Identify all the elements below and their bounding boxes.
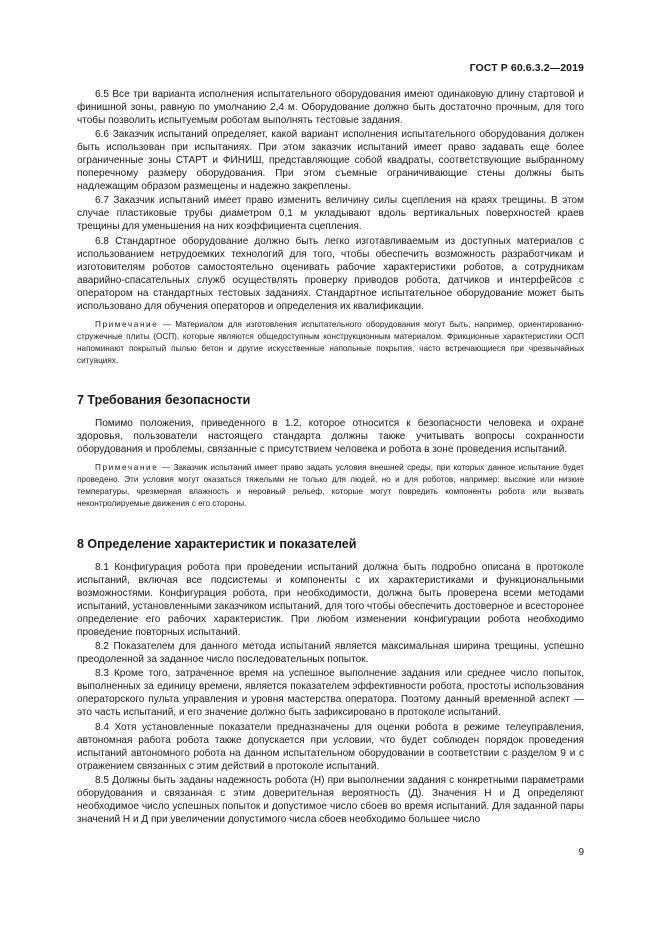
page-content [77,88,584,827]
paragraph-7-intro: Помимо положения, приведенного в 1.2, которое относится к безопасности человека и охране здоровья, пользователи настоящего стандарта должны также учитывать вопросы сохранности оборудования и проблемы, связанные с присутствием человека и робота в зоне проведения испытаний. [77,417,584,455]
paragraph-6-8: 6.8 Стандартное оборудование должно быть легко изготавливаемым из доступных материалов с использованием нетрудоемких технологий для того, чтобы обеспечить возможность разработчикам и изготовителям роботов самостоятельно оценивать рабочие характеристики роботов, а сотрудникам аварийно-спасательных служб осуществлять проверку приводов робота, датчиков и интерфейсов с оператором на стандартных тестовых заданиях. Стандартное испытательное оборудование может быть использовано для обучения операторов и определения их квалификации. [77,235,584,312]
paragraph-8-1: 8.1 Конфигурация робота при проведении испытаний должна быть подробно описана в протоколе испытаний, включая все подсистемы и компоненты с их характеристиками и функциональными возможностями. Конфигурация робота, при необходимости, должна быть проверена всеми методами испытаний, установленными заказчиком испытаний, для того чтобы обеспечить достоверное и всесторонее определение его рабочих характеристик. При любом изменении конфигурации робота необходимо проведение повторных испытаний. [77,561,584,639]
note-text: — Материалом для изготовления испытательного оборудования могут быть, например, ориентированно-стружечные плиты (ОСП), которые являются общедоступным конструкционным материалом. Фрикционные характеристики ОСП напоминают покрытый пылью бетон и другие искусственные напольные покрытия, часто встречающиеся при чрезвычайных ситуациях. [77,319,584,365]
section-7-title: 7 Требования безопасности [77,392,251,407]
note-environment [77,462,584,510]
document-code-header: ГОСТ Р 60.6.3.2—2019 [469,62,584,74]
note-label: Примечание [95,462,159,472]
page-number: 9 [578,847,584,858]
note-text: — Заказчик испытаний имеет право задать условия внешней среды, при которых данное испытание будет проведено. Эти условия могут оказаться тяжелыми не только для людей, но и для роботов, например: высокие или низкие температуры, чрезмерная влажность и неровный рельеф, которые могут повредить компоненты робота или вызвать неконтролируемые движения с его стороны. [77,462,584,508]
paragraph-8-5: 8.5 Должны быть заданы надежность робота (Н) при выполнении задания с конкретными параметрами оборудования и связанная с этим доверительная вероятность (Д). Значения Н и Д определяют необходимое число успешных попыток и допустимое число сбоев во время испытаний. Для заданной пары значений Н и Д при увеличении допустимого числа сбоев необходимо большее число [77,774,584,825]
section-8-title: 8 Определение характеристик и показателей [77,536,357,551]
paragraph-8-3: 8.3 Кроме того, затраченное время на успешное выполнение задания или среднее число попыток, выполненных за единицу времени, является показателем эффективности робота, простоты использования операторского пульта управления и уровня мастерства оператора. Поэтому данный временной аспект — это часть испытаний, и его значение должно быть зафиксировано в протоколе испытаний. [77,668,584,719]
paragraph-6-5: 6.5 Все три варианта исполнения испытательного оборудования имеют одинаковую длину стартовой и финишной зоны, равную по умолчанию 2,4 м. Оборудование должно быть достаточно прочным, для того чтобы позволить испытуемым роботам выполнять тестовые задания. [77,89,584,127]
paragraph-6-7: 6.7 Заказчик испытаний имеет право изменить величину силы сцепления на краях трещины. В этом случае пластиковые трубы диаметром 0,1 м укладывают вдоль вертикальных поверхностей краев трещины для уменьшения на них коэффициента сцепления. [77,195,584,233]
note-materials [77,319,584,367]
paragraph-8-2: 8.2 Показателем для данного метода испытаний является максимальная ширина трещины, успешно преодоленной за заданное число последовательных попыток. [77,641,584,666]
paragraph-8-4: 8.4 Хотя установленные показатели предназначены для оценки робота в режиме телеуправления, автономная работа робота также допускается при условии, что будет соблюден порядок проведения испытаний автономного робота на данном испытательном оборудовании в соответствии с разделом 9 и с отражением связанных с этим действий в протоколе испытаний. [77,721,584,772]
note-label: Примечание [95,319,159,329]
paragraph-6-6: 6.6 Заказчик испытаний определяет, какой вариант исполнения испытательного оборудования должен быть использован при испытаниях. При этом заказчик испытаний имеет право задавать еще более ограниченные зоны СТАРТ и ФИНИШ, представляющие собой квадраты, соответствующие выбранному поперечному размеру оборудования. При этом съемные ограничивающие стены должны быть надлежащим образом размещены и надежно закреплены. [77,129,584,193]
